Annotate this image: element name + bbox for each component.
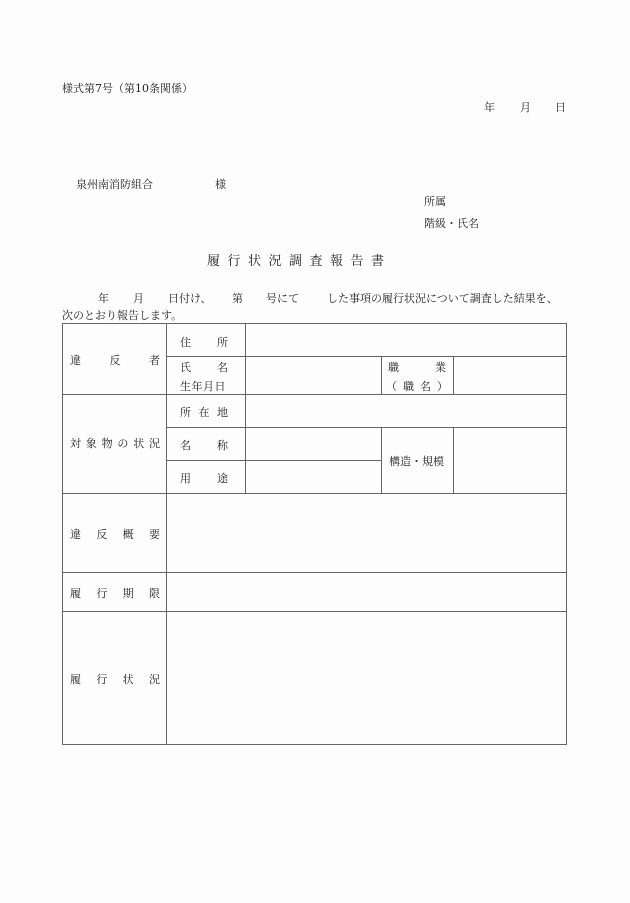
position-label: （ 職 名 ） [386, 380, 448, 393]
intro-number-suffix: 号にて [266, 292, 299, 305]
fulfillment-status-field[interactable] [168, 612, 565, 744]
col-divider [245, 394, 246, 493]
occupation-field[interactable] [455, 357, 565, 393]
fulfillment-status-label: 履 行 状 況 [70, 673, 160, 686]
col-divider [453, 427, 454, 493]
form-number: 様式第7号（第10条関係） [62, 82, 193, 95]
location-label: 所 在 地 [180, 406, 228, 419]
date-year-label: 年 [484, 101, 495, 114]
violation-summary-field[interactable] [168, 494, 565, 571]
intro-dated: 日付け、 [168, 292, 212, 305]
occupation-label: 職 業 [388, 361, 446, 374]
date-month-label: 月 [520, 101, 531, 114]
deadline-field[interactable] [168, 573, 565, 610]
target-name-field[interactable] [247, 428, 379, 459]
location-field[interactable] [247, 395, 565, 426]
birthdate-label: 生年月日 [180, 380, 226, 393]
date-day-label: 日 [555, 101, 566, 114]
target-name-label: 名 称 [180, 439, 228, 452]
report-table [62, 323, 567, 745]
structure-scale-field[interactable] [455, 428, 565, 492]
intro-year: 年 [98, 292, 109, 305]
col-divider [381, 427, 382, 493]
col-divider [381, 356, 382, 394]
intro-line2: 次のとおり報告します。 [62, 309, 183, 322]
target-status-label: 対 象 物 の 状 況 [70, 437, 160, 450]
col-divider [453, 356, 454, 394]
rank-name-label: 階級・氏名 [424, 217, 479, 230]
structure-scale-label: 構造・規模 [389, 455, 444, 468]
intro-number-prefix: 第 [232, 292, 243, 305]
address-label: 住 所 [180, 336, 228, 349]
addressee: 泉州南消防組合 [76, 178, 153, 191]
intro-body: した事項の履行状況について調査した結果を、 [327, 292, 558, 305]
use-label: 用 途 [180, 472, 228, 485]
violation-summary-label: 違 反 概 要 [70, 528, 160, 541]
name-label: 氏 名 [180, 361, 228, 374]
use-field[interactable] [247, 461, 379, 492]
intro-month: 月 [133, 292, 144, 305]
document-title: 履行状況調査報告書 [207, 254, 392, 269]
address-field[interactable] [247, 325, 565, 355]
col-divider [166, 324, 167, 745]
affiliation-label: 所属 [424, 195, 446, 208]
addressee-honorific: 様 [215, 178, 226, 191]
violator-label: 違 反 者 [70, 354, 160, 367]
name-birthdate-field[interactable] [247, 357, 379, 393]
deadline-label: 履 行 期 限 [70, 587, 160, 600]
col-divider [245, 324, 246, 394]
